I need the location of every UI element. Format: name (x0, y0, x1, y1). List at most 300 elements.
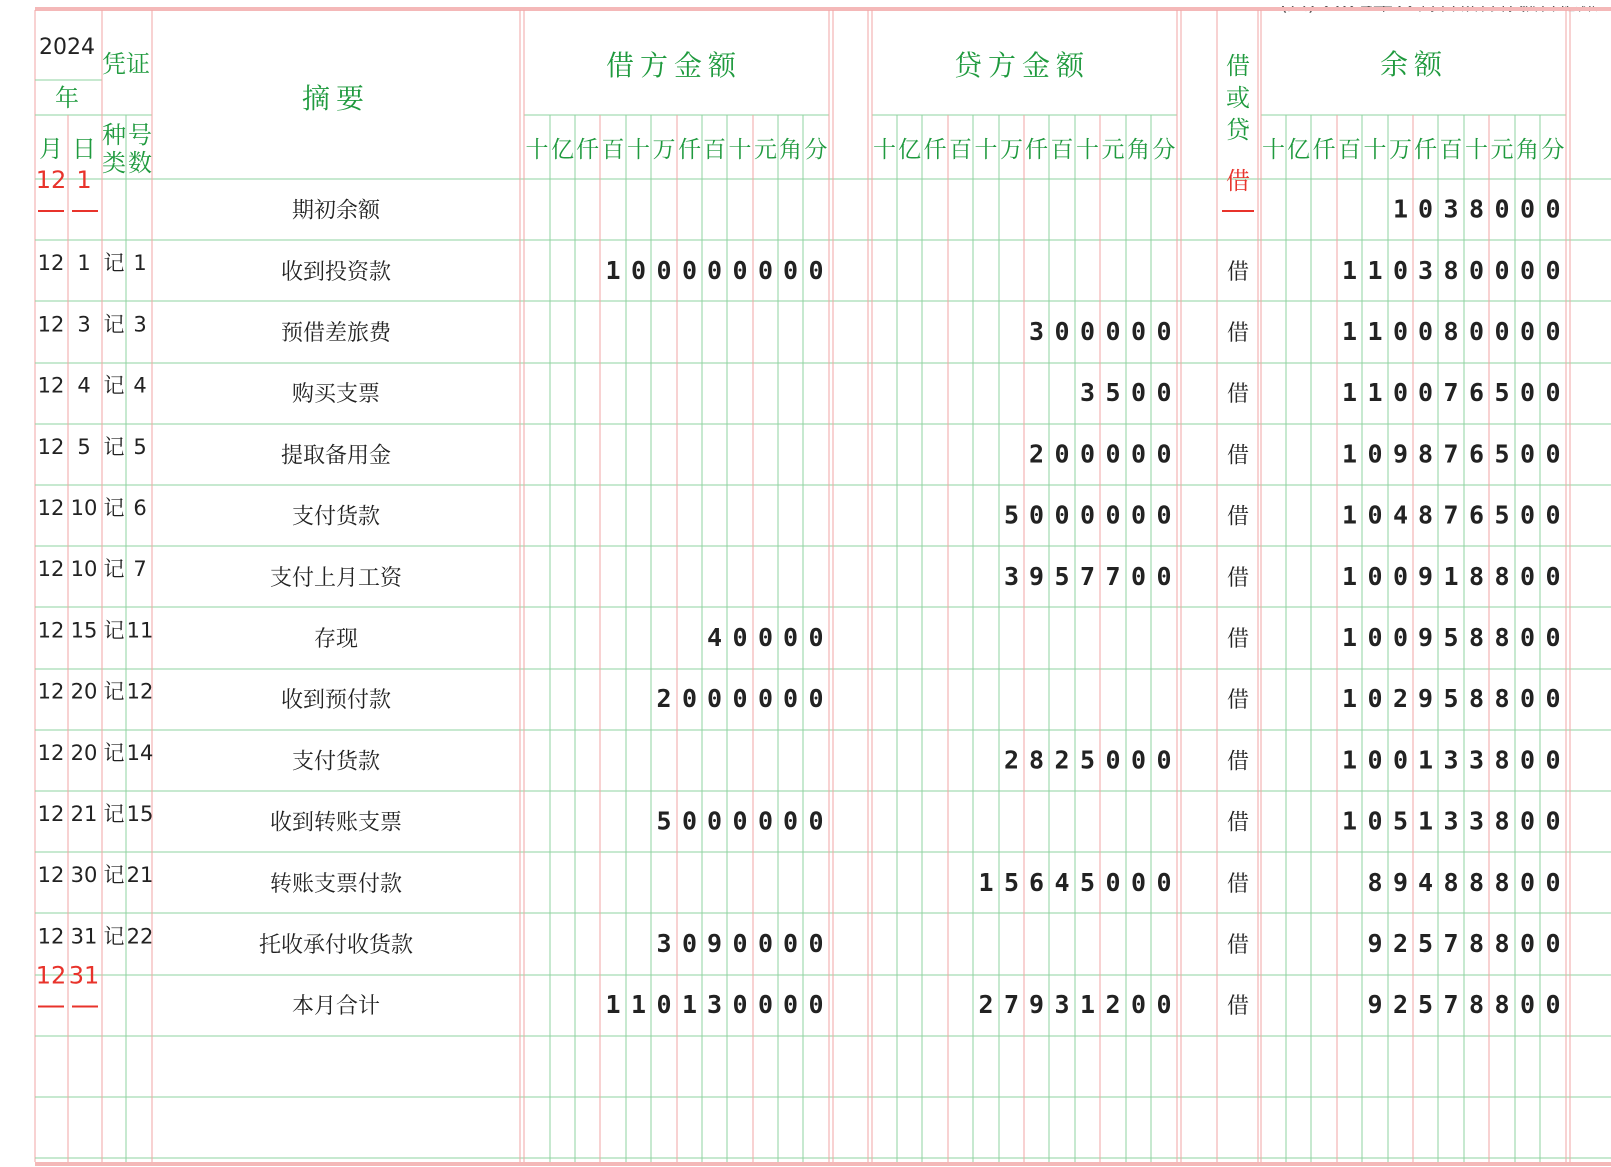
row-8-balance-digit: 9 (1417, 684, 1434, 714)
row-13-balance-digit: 5 (1417, 990, 1434, 1020)
header-summary-label: 摘要 (301, 82, 371, 115)
row-6-balance-digit: 1 (1341, 561, 1358, 591)
row-13-balance-digit: 0 (1519, 990, 1536, 1020)
row-6-credit-digit: 0 (1130, 561, 1147, 591)
row-0-balance-digit: 3 (1443, 194, 1459, 224)
unit-label-balance-1: 亿 (1287, 137, 1310, 163)
unit-label-credit-2: 仟 (923, 137, 947, 163)
row-2-voucher-type: 记 (103, 312, 125, 337)
row-4-balance-digit: 5 (1494, 439, 1510, 469)
row-6-balance-digit: 0 (1519, 561, 1536, 591)
row-1-debit-digit: 0 (681, 255, 698, 285)
header-dc-label: 借或贷 (1226, 52, 1250, 144)
row-0-balance-digit: 0 (1545, 194, 1561, 224)
row-9-credit-digit: 0 (1105, 745, 1121, 775)
unit-label-debit-9: 元 (754, 137, 777, 163)
row-9-balance-digit: 3 (1443, 745, 1459, 775)
row-2-voucher-no: 3 (133, 312, 147, 337)
row-10-balance-digit: 0 (1545, 806, 1561, 836)
row-5-balance-digit: 4 (1392, 500, 1409, 530)
row-1-balance-digit: 0 (1392, 255, 1409, 285)
row-11-month: 12 (37, 863, 65, 888)
row-13-credit-digit: 2 (978, 990, 994, 1020)
row-7-debit-digit: 4 (706, 623, 723, 652)
row-5-balance-digit: 7 (1443, 500, 1459, 530)
row-8-debit-digit: 0 (681, 684, 698, 714)
row-1-debit-digit: 0 (656, 255, 672, 285)
row-4-balance-digit: 7 (1443, 439, 1459, 469)
row-13-dc: 借 (1226, 994, 1250, 1020)
unit-label-balance-6: 仟 (1414, 137, 1437, 163)
row-5-credit-digit: 0 (1079, 500, 1096, 530)
row-9-dc: 借 (1226, 749, 1250, 775)
row-13-debit-digit: 3 (706, 990, 723, 1020)
row-11-voucher-no: 21 (126, 863, 154, 888)
row-8-debit-digit: 2 (656, 684, 672, 714)
row-4-balance-digit: 6 (1468, 439, 1485, 469)
row-13-credit-digit: 9 (1028, 990, 1045, 1020)
row-2-dc: 借 (1226, 321, 1250, 346)
row-3-credit-digit: 0 (1156, 378, 1172, 408)
unit-label-credit-6: 仟 (1025, 137, 1048, 163)
row-13-balance-digit: 8 (1494, 990, 1510, 1020)
row-8-balance-digit: 5 (1443, 684, 1459, 714)
row-5-credit-digit: 5 (1003, 500, 1020, 530)
row-12-balance-digit: 0 (1519, 929, 1536, 958)
row-11-credit-digit: 5 (1079, 867, 1096, 897)
unit-label-balance-0: 十 (1262, 137, 1285, 163)
row-6-balance-digit: 0 (1545, 561, 1561, 591)
row-13-credit-digit: 1 (1079, 990, 1096, 1020)
unit-label-debit-5: 万 (652, 137, 676, 163)
row-7-debit-digit: 0 (757, 623, 774, 652)
row-12-month: 12 (37, 924, 65, 949)
unit-label-balance-7: 百 (1439, 137, 1463, 163)
row-5-credit-digit: 0 (1130, 500, 1147, 530)
header-year-label: 年 (55, 84, 79, 112)
ledger-body (36, 166, 1561, 1019)
row-12-balance-digit: 0 (1545, 929, 1561, 958)
row-2-summary: 预借差旅费 (280, 321, 392, 346)
row-10-balance-digit: 3 (1443, 806, 1459, 836)
row-1-debit-digit: 0 (630, 255, 647, 285)
row-4-summary: 提取备用金 (280, 443, 392, 469)
row-7-debit-digit: 0 (782, 623, 799, 652)
row-13-balance-digit: 7 (1443, 990, 1459, 1020)
row-4-credit-digit: 0 (1130, 439, 1147, 469)
unit-label-debit-11: 分 (804, 137, 828, 163)
row-13-debit-digit: 1 (630, 990, 647, 1020)
row-10-debit-digit: 0 (782, 806, 799, 836)
row-11-balance-digit: 8 (1443, 867, 1459, 897)
row-13-balance-digit: 9 (1367, 990, 1383, 1020)
row-1-dc: 借 (1226, 259, 1250, 285)
row-7-balance-digit: 5 (1443, 623, 1459, 652)
row-13-debit-digit: 0 (732, 990, 748, 1020)
row-3-credit-digit: 5 (1105, 378, 1121, 408)
row-3-voucher-type: 记 (103, 373, 125, 398)
row-12-debit-digit: 9 (706, 929, 723, 958)
row-0-month: 12 (35, 166, 67, 194)
row-1-day: 1 (77, 251, 91, 276)
header-debit-label: 借方金额 (605, 49, 743, 82)
row-8-debit-digit: 0 (732, 684, 748, 714)
row-3-credit-digit: 0 (1130, 378, 1147, 408)
row-12-debit-digit: 0 (681, 929, 698, 958)
row-1-debit-digit: 0 (732, 255, 748, 285)
row-2-day: 3 (77, 312, 91, 337)
row-9-balance-digit: 0 (1545, 745, 1561, 775)
row-6-balance-digit: 1 (1443, 561, 1459, 591)
row-1-debit-digit: 0 (782, 255, 799, 285)
row-5-voucher-type: 记 (103, 496, 125, 520)
row-1-balance-digit: 1 (1341, 255, 1358, 285)
row-9-credit-digit: 0 (1156, 745, 1172, 775)
row-0-balance-digit: 1 (1392, 194, 1409, 224)
row-1-balance-digit: 0 (1519, 255, 1536, 285)
unit-label-balance-10: 角 (1516, 137, 1539, 163)
row-3-balance-digit: 0 (1545, 378, 1561, 408)
row-6-summary: 支付上月工资 (269, 565, 403, 591)
row-10-balance-digit: 1 (1341, 806, 1358, 836)
row-4-voucher-type: 记 (103, 434, 125, 459)
row-13-credit-digit: 2 (1105, 990, 1121, 1020)
row-8-debit-digit: 0 (706, 684, 723, 714)
row-2-credit-digit: 0 (1105, 317, 1121, 346)
row-7-balance-digit: 0 (1367, 623, 1383, 652)
unit-label-debit-0: 十 (525, 137, 549, 163)
row-10-voucher-no: 15 (126, 802, 154, 826)
row-10-day: 21 (70, 802, 98, 826)
row-3-credit-digit: 3 (1079, 378, 1096, 408)
row-7-balance-digit: 8 (1468, 623, 1485, 652)
unit-label-credit-8: 十 (1076, 137, 1099, 163)
row-9-credit-digit: 2 (1003, 745, 1020, 775)
row-5-balance-digit: 5 (1494, 500, 1510, 530)
row-11-credit-digit: 0 (1105, 867, 1121, 897)
row-13-day: 31 (68, 961, 100, 990)
row-10-debit-digit: 0 (681, 806, 698, 836)
row-5-balance-digit: 6 (1468, 500, 1485, 530)
row-6-credit-digit: 0 (1156, 561, 1172, 591)
row-3-balance-digit: 1 (1341, 378, 1358, 408)
row-7-balance-digit: 8 (1494, 623, 1510, 652)
row-5-credit-digit: 0 (1156, 500, 1172, 530)
ledger-header (39, 35, 1565, 177)
row-8-balance-digit: 8 (1468, 684, 1485, 714)
row-10-balance-digit: 0 (1519, 806, 1536, 836)
row-12-balance-digit: 9 (1367, 929, 1383, 958)
row-3-summary: 购买支票 (291, 382, 381, 408)
row-9-balance-digit: 0 (1519, 745, 1536, 775)
row-13-credit-digit: 0 (1156, 990, 1172, 1020)
row-11-credit-digit: 0 (1156, 867, 1172, 897)
row-1-month: 12 (37, 251, 65, 276)
row-12-voucher-no: 22 (126, 924, 154, 949)
row-1-balance-digit: 0 (1545, 255, 1561, 285)
row-3-day: 4 (77, 373, 91, 398)
row-13-debit-digit: 0 (757, 990, 774, 1020)
header-credit-label: 贷方金额 (953, 49, 1091, 82)
row-10-dc: 借 (1226, 810, 1250, 836)
row-2-balance-digit: 1 (1341, 317, 1358, 346)
row-13-credit-digit: 0 (1130, 990, 1147, 1020)
row-8-balance-digit: 0 (1519, 684, 1536, 714)
row-7-balance-digit: 1 (1341, 623, 1358, 652)
row-9-credit-digit: 0 (1130, 745, 1147, 775)
unit-label-balance-3: 百 (1338, 137, 1361, 163)
row-1-balance-digit: 3 (1417, 255, 1434, 285)
row-8-summary: 收到预付款 (280, 688, 392, 714)
row-9-credit-digit: 5 (1079, 745, 1096, 775)
unit-label-credit-1: 亿 (898, 137, 921, 163)
row-8-debit-digit: 0 (757, 684, 774, 714)
row-4-credit-digit: 0 (1054, 439, 1070, 469)
row-2-balance-digit: 0 (1468, 317, 1485, 346)
unit-label-debit-6: 仟 (678, 137, 701, 163)
row-7-balance-digit: 0 (1519, 623, 1536, 652)
row-8-day: 20 (70, 679, 98, 704)
row-1-balance-digit: 0 (1494, 255, 1510, 285)
unit-label-credit-5: 万 (1000, 137, 1023, 163)
row-0-balance-digit: 8 (1468, 194, 1485, 224)
unit-label-debit-1: 亿 (551, 137, 574, 163)
row-7-voucher-type: 记 (103, 618, 125, 643)
row-5-day: 10 (70, 496, 98, 520)
unit-label-debit-3: 百 (601, 137, 625, 163)
row-9-balance-digit: 0 (1392, 745, 1409, 775)
row-7-voucher-no: 11 (126, 618, 154, 643)
row-2-balance-digit: 0 (1545, 317, 1561, 346)
row-13-balance-digit: 0 (1545, 990, 1561, 1020)
row-4-credit-digit: 0 (1079, 439, 1096, 469)
row-3-balance-digit: 0 (1417, 378, 1434, 408)
row-11-balance-digit: 8 (1494, 867, 1510, 897)
row-7-balance-digit: 0 (1545, 623, 1561, 652)
header-year: 2024 (39, 35, 95, 60)
row-13-month: 12 (35, 961, 67, 990)
row-11-balance-digit: 9 (1392, 867, 1409, 897)
unit-label-balance-11: 分 (1541, 137, 1565, 163)
row-11-credit-digit: 6 (1028, 867, 1045, 897)
row-5-voucher-no: 6 (133, 496, 147, 520)
row-3-balance-digit: 7 (1443, 378, 1459, 408)
row-9-balance-digit: 8 (1494, 745, 1510, 775)
row-2-balance-digit: 1 (1367, 317, 1383, 346)
row-8-balance-digit: 1 (1341, 684, 1358, 714)
row-13-debit-digit: 1 (681, 990, 698, 1020)
row-5-summary: 支付货款 (291, 504, 381, 530)
row-5-month: 12 (37, 496, 65, 520)
row-6-voucher-no: 7 (133, 557, 147, 582)
row-2-credit-digit: 0 (1079, 317, 1096, 346)
row-9-balance-digit: 3 (1468, 745, 1485, 775)
unit-label-balance-4: 十 (1363, 137, 1387, 163)
row-5-balance-digit: 0 (1367, 500, 1383, 530)
row-2-balance-digit: 0 (1494, 317, 1510, 346)
row-1-summary: 收到投资款 (280, 259, 392, 285)
unit-label-debit-8: 十 (728, 137, 752, 163)
row-5-credit-digit: 0 (1054, 500, 1070, 530)
row-12-debit-digit: 0 (757, 929, 774, 958)
row-3-balance-digit: 0 (1392, 378, 1409, 408)
row-4-credit-digit: 0 (1156, 439, 1172, 469)
row-12-summary: 托收承付收货款 (258, 933, 414, 958)
row-8-balance-digit: 2 (1392, 684, 1409, 714)
row-11-dc: 借 (1226, 871, 1250, 897)
row-12-debit-digit: 0 (782, 929, 799, 958)
row-5-dc: 借 (1226, 504, 1250, 530)
row-8-balance-digit: 0 (1367, 684, 1383, 714)
row-13-credit-digit: 7 (1003, 990, 1020, 1020)
row-12-balance-digit: 8 (1494, 929, 1510, 958)
row-6-credit-digit: 3 (1003, 561, 1020, 591)
row-6-balance-digit: 0 (1392, 561, 1409, 591)
row-6-dc: 借 (1226, 565, 1250, 591)
row-13-balance-digit: 2 (1392, 990, 1409, 1020)
row-4-dc: 借 (1226, 443, 1250, 469)
row-0-balance-digit: 0 (1519, 194, 1536, 224)
row-6-month: 12 (37, 557, 65, 582)
row-8-debit-digit: 0 (782, 684, 799, 714)
row-10-debit-digit: 0 (706, 806, 723, 836)
row-3-balance-digit: 6 (1468, 378, 1485, 408)
row-4-month: 12 (37, 434, 65, 459)
row-4-balance-digit: 9 (1392, 439, 1409, 469)
row-6-credit-digit: 7 (1079, 561, 1096, 591)
row-12-debit-digit: 0 (808, 929, 824, 958)
row-9-credit-digit: 2 (1054, 745, 1070, 775)
row-3-voucher-no: 4 (133, 373, 147, 398)
row-6-day: 10 (70, 557, 98, 582)
top-border (35, 7, 1611, 11)
row-9-balance-digit: 1 (1341, 745, 1358, 775)
row-7-summary: 存现 (313, 627, 359, 652)
row-12-balance-digit: 8 (1468, 929, 1485, 958)
row-10-balance-digit: 3 (1468, 806, 1485, 836)
row-4-balance-digit: 1 (1341, 439, 1358, 469)
row-13-debit-digit: 1 (605, 990, 621, 1020)
unit-label-balance-8: 十 (1465, 137, 1488, 163)
row-6-credit-digit: 7 (1105, 561, 1121, 591)
row-12-day: 31 (70, 924, 98, 949)
row-3-balance-digit: 0 (1519, 378, 1536, 408)
row-4-balance-digit: 8 (1417, 439, 1434, 469)
row-13-credit-digit: 3 (1054, 990, 1070, 1020)
row-12-debit-digit: 0 (732, 929, 748, 958)
row-0-summary: 期初余额 (291, 198, 381, 224)
row-7-day: 15 (70, 618, 98, 643)
row-8-dc: 借 (1226, 688, 1250, 714)
unit-label-balance-9: 元 (1490, 137, 1514, 163)
row-8-voucher-no: 12 (126, 679, 154, 704)
row-13-debit-digit: 0 (808, 990, 824, 1020)
unit-label-credit-9: 元 (1101, 137, 1125, 163)
row-4-day: 5 (77, 434, 91, 459)
row-8-voucher-type: 记 (103, 679, 125, 704)
unit-label-debit-7: 百 (703, 137, 726, 163)
row-5-credit-digit: 0 (1028, 500, 1045, 530)
row-1-debit-digit: 1 (605, 255, 621, 285)
row-8-balance-digit: 0 (1545, 684, 1561, 714)
row-4-credit-digit: 2 (1028, 439, 1045, 469)
row-7-balance-digit: 9 (1417, 623, 1434, 652)
row-5-balance-digit: 0 (1519, 500, 1536, 530)
row-4-balance-digit: 0 (1367, 439, 1383, 469)
row-11-day: 30 (70, 863, 98, 888)
row-12-debit-digit: 3 (656, 929, 672, 958)
row-1-balance-digit: 1 (1367, 255, 1383, 285)
row-11-credit-digit: 5 (1003, 867, 1020, 897)
row-0-balance-digit: 0 (1417, 194, 1434, 224)
header-month-label: 月 (39, 135, 63, 163)
row-10-balance-digit: 5 (1392, 806, 1409, 836)
unit-label-balance-5: 万 (1389, 137, 1412, 163)
row-11-balance-digit: 0 (1545, 867, 1561, 897)
row-3-month: 12 (37, 373, 65, 398)
unit-label-credit-10: 角 (1127, 137, 1150, 163)
row-9-balance-digit: 1 (1417, 745, 1434, 775)
row-7-debit-digit: 0 (808, 623, 824, 652)
row-4-balance-digit: 0 (1519, 439, 1536, 469)
row-2-credit-digit: 0 (1054, 317, 1070, 346)
row-12-balance-digit: 5 (1417, 929, 1434, 958)
row-2-month: 12 (37, 312, 65, 337)
row-11-credit-digit: 1 (978, 867, 994, 897)
row-10-balance-digit: 8 (1494, 806, 1510, 836)
row-10-voucher-type: 记 (103, 802, 125, 826)
row-6-credit-digit: 5 (1054, 561, 1070, 591)
unit-label-debit-10: 角 (779, 137, 802, 163)
row-1-balance-digit: 0 (1468, 255, 1485, 285)
row-11-credit-digit: 4 (1054, 867, 1070, 897)
row-11-voucher-type: 记 (103, 863, 125, 888)
unit-label-credit-3: 百 (949, 137, 972, 163)
unit-label-debit-2: 仟 (576, 137, 599, 163)
row-7-debit-digit: 0 (732, 623, 748, 652)
row-11-credit-digit: 0 (1130, 867, 1147, 897)
header-unit-labels (526, 137, 1565, 163)
row-5-balance-digit: 8 (1417, 500, 1434, 530)
row-9-month: 12 (37, 740, 65, 765)
row-9-summary: 支付货款 (291, 749, 381, 775)
row-6-voucher-type: 记 (103, 557, 125, 582)
header-voucher-no-label: 号数 (128, 121, 152, 177)
header-voucher-type-label: 种类 (102, 121, 126, 177)
row-11-balance-digit: 4 (1417, 867, 1434, 897)
unit-label-credit-4: 十 (974, 137, 998, 163)
row-3-dc: 借 (1226, 382, 1250, 408)
row-13-debit-digit: 0 (656, 990, 672, 1020)
row-11-balance-digit: 8 (1468, 867, 1485, 897)
row-4-credit-digit: 0 (1105, 439, 1121, 469)
row-6-balance-digit: 0 (1367, 561, 1383, 591)
row-1-debit-digit: 0 (706, 255, 723, 285)
unit-label-debit-4: 十 (627, 137, 650, 163)
unit-label-credit-11: 分 (1152, 137, 1176, 163)
row-10-month: 12 (37, 802, 65, 826)
row-5-balance-digit: 0 (1545, 500, 1561, 530)
row-2-balance-digit: 0 (1417, 317, 1434, 346)
row-8-debit-digit: 0 (808, 684, 824, 714)
row-0-balance-digit: 0 (1494, 194, 1510, 224)
row-1-voucher-type: 记 (103, 251, 125, 276)
row-8-month: 12 (37, 679, 65, 704)
row-12-balance-digit: 7 (1443, 929, 1459, 958)
row-1-voucher-no: 1 (133, 251, 147, 276)
row-13-summary: 本月合计 (291, 994, 381, 1020)
row-12-balance-digit: 2 (1392, 929, 1409, 958)
